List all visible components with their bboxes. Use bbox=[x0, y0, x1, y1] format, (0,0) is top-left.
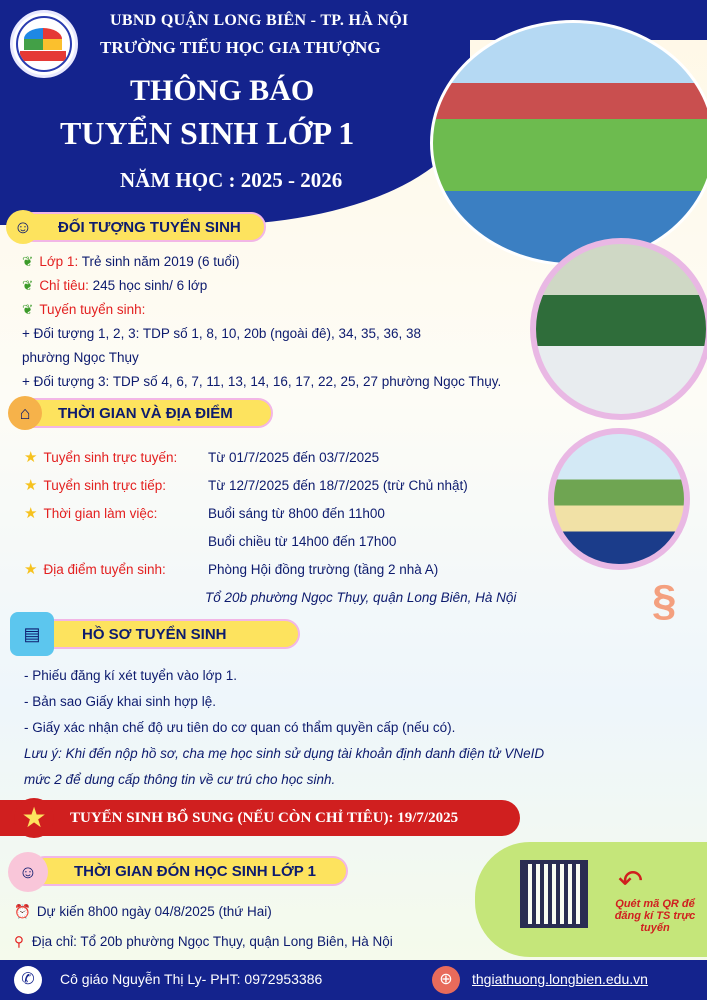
truc-tiep-value: Từ 12/7/2025 đến 18/7/2025 (trừ Chủ nhật) bbox=[208, 478, 468, 493]
school-logo bbox=[10, 10, 78, 78]
section-thoi-gian bbox=[18, 398, 273, 428]
buoi-sang: Buổi sáng từ 8h00 đến 11h00 bbox=[208, 506, 385, 521]
school-yard-photo bbox=[430, 20, 707, 266]
star-icon: ★ bbox=[24, 505, 38, 522]
section-doi-tuong bbox=[18, 212, 266, 242]
section-don-hs-heading: THỜI GIAN ĐÓN HỌC SINH LỚP 1 bbox=[74, 862, 316, 880]
truc-tuyen-label: ★ Tuyển sinh trực tuyến: bbox=[24, 449, 178, 466]
sprout-icon: ❦ bbox=[22, 278, 34, 293]
school-name: TRƯỜNG TIỂU HỌC GIA THƯỢNG bbox=[100, 38, 381, 57]
ho-so-item-2: - Bản sao Giấy khai sinh hợp lệ. bbox=[24, 694, 216, 709]
curved-arrow-icon: ↶ bbox=[618, 865, 644, 898]
lam-viec-label: ★ Thời gian làm việc: bbox=[24, 505, 158, 522]
doi-tuong-123-line2: phường Ngọc Thụy bbox=[22, 350, 139, 365]
dia-chi-truong: Tổ 20b phường Ngọc Thụy, quận Long Biên, Hà Nội bbox=[205, 590, 517, 605]
footer-contact: Cô giáo Nguyễn Thị Ly- PHT: 0972953386 bbox=[60, 971, 323, 987]
footer-website-link[interactable]: thgiathuong.longbien.edu.vn bbox=[472, 971, 648, 987]
kids-icon: ☺ bbox=[8, 852, 48, 892]
buoi-chieu: Buổi chiều từ 14h00 đến 17h00 bbox=[208, 534, 397, 549]
star-icon: ★ bbox=[24, 561, 38, 578]
ho-so-item-1: - Phiếu đăng kí xét tuyển vào lớp 1. bbox=[24, 668, 237, 683]
lop-1-line: ❦ Lớp 1: Trẻ sinh năm 2019 (6 tuổi) bbox=[22, 254, 240, 269]
doi-tuong-123-line1: + Đối tượng 1, 2, 3: TDP số 1, 8, 10, 20b (ngoài đê), 34, 35, 36, 38 bbox=[22, 326, 422, 341]
location-pin-icon: ⚲ bbox=[14, 934, 24, 949]
sprout-icon: ❦ bbox=[22, 302, 34, 317]
star-icon: ★ bbox=[24, 477, 38, 494]
qr-caption: Quét mã QR để đăng kí TS trực tuyến bbox=[614, 898, 696, 934]
dia-diem-label: ★ Địa điểm tuyển sinh: bbox=[24, 561, 166, 578]
alarm-clock-icon: ⏰ bbox=[14, 904, 31, 919]
documents-icon: ▤ bbox=[10, 612, 54, 656]
students-photo bbox=[548, 428, 690, 570]
star-icon: ★ bbox=[24, 449, 38, 466]
title-tuyen-sinh: TUYỂN SINH LỚP 1 bbox=[60, 115, 355, 151]
title-thong-bao: THÔNG BÁO bbox=[130, 74, 315, 107]
chi-tieu-line: ❦ Chỉ tiêu: 245 học sinh/ 6 lớp bbox=[22, 278, 208, 293]
section-ho-so-heading: HỒ SƠ TUYỂN SINH bbox=[82, 625, 227, 643]
ho-so-item-3: - Giấy xác nhận chế độ ưu tiên do cơ quan có thẩm quyền cấp (nếu có). bbox=[24, 720, 456, 735]
flag-star-icon: ★ bbox=[14, 798, 54, 838]
bo-sung-banner bbox=[0, 800, 520, 836]
children-icon: ☺ bbox=[6, 210, 40, 244]
luu-y-line1: Lưu ý: Khi đến nộp hồ sơ, cha mẹ học sinh sử dụng tài khoản định danh điện tử VNeID bbox=[24, 746, 545, 761]
tuyen-line: ❦ Tuyến tuyển sinh: bbox=[22, 302, 146, 317]
school-building-icon: ⌂ bbox=[8, 396, 42, 430]
school-year: NĂM HỌC : 2025 - 2026 bbox=[120, 168, 343, 192]
doi-tuong-3-line: + Đối tượng 3: TDP số 4, 6, 7, 11, 13, 14, 16, 17, 22, 25, 27 phường Ngọc Thụy. bbox=[22, 374, 502, 389]
section-doi-tuong-heading: ĐỐI TƯỢNG TUYỂN SINH bbox=[58, 218, 241, 236]
section-ho-so bbox=[30, 619, 300, 649]
section-thoi-gian-heading: THỜI GIAN VÀ ĐỊA ĐIỂM bbox=[58, 404, 233, 422]
authority-text: UBND QUẬN LONG BIÊN - TP. HÀ NỘI bbox=[110, 12, 409, 29]
truc-tiep-label: ★ Tuyển sinh trực tiếp: bbox=[24, 477, 167, 494]
bo-sung-text: TUYỂN SINH BỔ SUNG (NẾU CÒN CHỈ TIÊU): 19/7/2025 bbox=[70, 809, 459, 826]
section-don-hs bbox=[30, 856, 348, 886]
sprout-icon: ❦ bbox=[22, 254, 34, 269]
luu-y-line2: mức 2 để dung cấp thông tin về cư trú cho học sinh. bbox=[24, 772, 336, 787]
phone-icon: ✆ bbox=[14, 966, 42, 994]
decorative-swirl-icon: § bbox=[652, 576, 677, 625]
dia-diem-value: Phòng Hội đồng trường (tầng 2 nhà A) bbox=[208, 562, 439, 577]
dia-chi-line: ⚲ Địa chỉ: Tổ 20b phường Ngọc Thụy, quận Long Biên, Hà Nội bbox=[14, 934, 393, 949]
classroom-photo bbox=[530, 238, 707, 420]
du-kien-line: ⏰ Dự kiến 8h00 ngày 04/8/2025 (thứ Hai) bbox=[14, 904, 272, 919]
qr-code[interactable] bbox=[520, 860, 588, 928]
globe-icon: ⊕ bbox=[432, 966, 460, 994]
truc-tuyen-value: Từ 01/7/2025 đến 03/7/2025 bbox=[208, 450, 380, 465]
